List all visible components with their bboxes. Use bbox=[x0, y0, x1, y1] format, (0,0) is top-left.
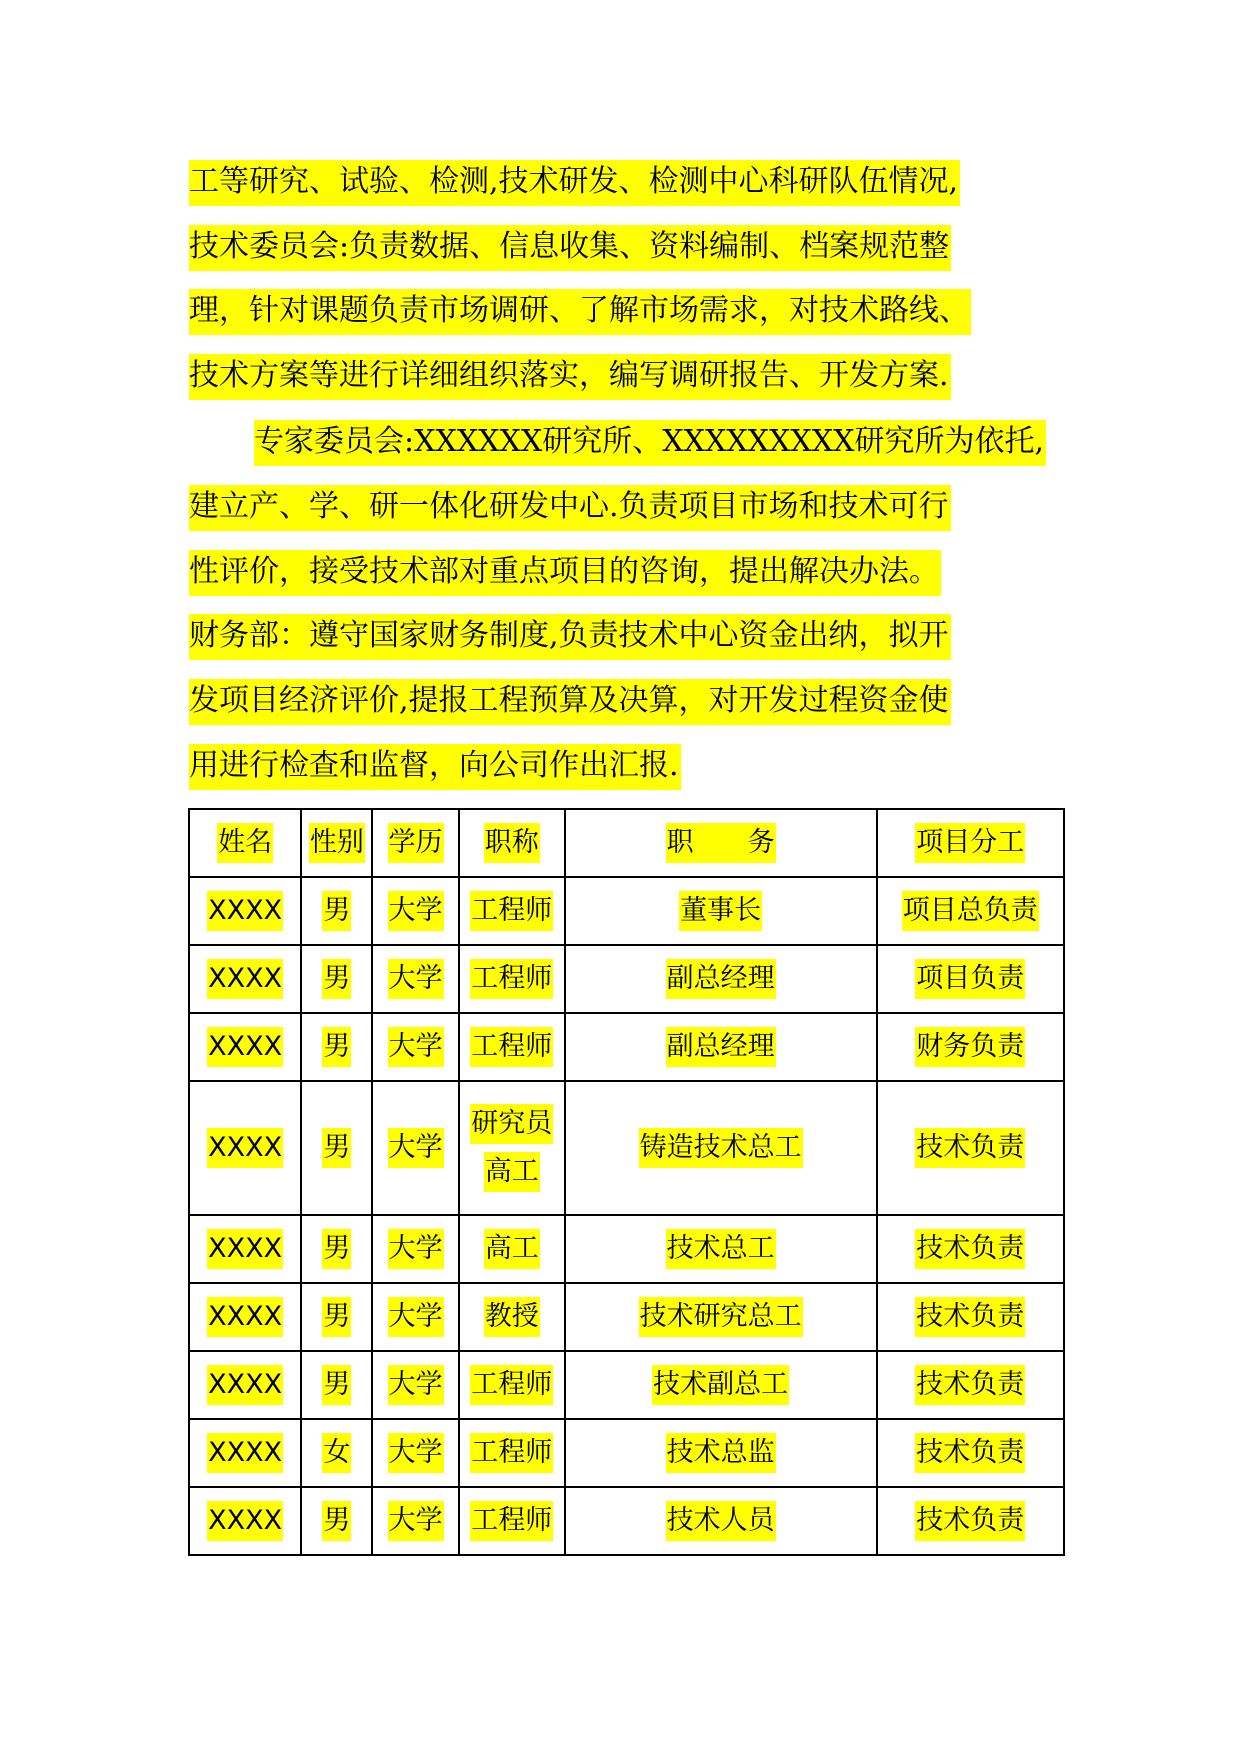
header-cell: 项目分工 bbox=[877, 809, 1064, 877]
table-cell: 教授 bbox=[459, 1283, 565, 1351]
table-cell: XXXX bbox=[189, 1081, 301, 1215]
table-cell: 大学 bbox=[372, 1419, 458, 1487]
header-cell: 职 务 bbox=[565, 809, 877, 877]
table-cell: 工程师 bbox=[459, 1419, 565, 1487]
table-cell: XXXX bbox=[189, 1487, 301, 1555]
table-cell: 项目总负责 bbox=[877, 877, 1064, 945]
header-cell: 学历 bbox=[372, 809, 458, 877]
table-cell: 高工 bbox=[459, 1215, 565, 1283]
table-cell: 技术研究总工 bbox=[565, 1283, 877, 1351]
table-cell: 男 bbox=[301, 1351, 372, 1419]
table-cell: 技术人员 bbox=[565, 1487, 877, 1555]
table-row bbox=[189, 1283, 1064, 1351]
table-cell: XXXX bbox=[189, 1283, 301, 1351]
header-cell: 姓名 bbox=[189, 809, 301, 877]
table-row bbox=[189, 1351, 1064, 1419]
table-cell: 男 bbox=[301, 945, 372, 1013]
table-cell: 技术负责 bbox=[877, 1283, 1064, 1351]
table-cell: 女 bbox=[301, 1419, 372, 1487]
staff-table bbox=[188, 808, 1065, 1556]
table-cell: XXXX bbox=[189, 1419, 301, 1487]
table-cell: 男 bbox=[301, 1487, 372, 1555]
table-cell: 技术负责 bbox=[877, 1419, 1064, 1487]
paragraph-line: 专家委员会:XXXXXX研究所、XXXXXXXXX研究所为依托, bbox=[254, 420, 1046, 484]
paragraph-line: 技术方案等进行详细组织落实，编写调研报告、开发方案. bbox=[189, 354, 951, 418]
table-cell: 技术总工 bbox=[565, 1215, 877, 1283]
table-cell: XXXX bbox=[189, 1215, 301, 1283]
table-row bbox=[189, 1419, 1064, 1487]
table-header-row bbox=[189, 809, 1064, 877]
table-row bbox=[189, 877, 1064, 945]
table-row bbox=[189, 1013, 1064, 1081]
table-cell: 工程师 bbox=[459, 1351, 565, 1419]
table-cell: 研究员 高工 bbox=[459, 1081, 565, 1215]
table-cell: 技术负责 bbox=[877, 1351, 1064, 1419]
table-row bbox=[189, 1487, 1064, 1555]
table-cell: 大学 bbox=[372, 1351, 458, 1419]
paragraph-line: 用进行检查和监督，向公司作出汇报. bbox=[189, 744, 681, 808]
table-cell: 技术总监 bbox=[565, 1419, 877, 1487]
table-cell: 技术负责 bbox=[877, 1081, 1064, 1215]
paragraph-line: 工等研究、试验、检测,技术研发、检测中心科研队伍情况, bbox=[189, 160, 960, 224]
table-row bbox=[189, 1081, 1064, 1215]
table-cell: 副总经理 bbox=[565, 945, 877, 1013]
table-cell: XXXX bbox=[189, 1013, 301, 1081]
table-cell: 工程师 bbox=[459, 945, 565, 1013]
table-cell: 男 bbox=[301, 877, 372, 945]
table-cell: XXXX bbox=[189, 945, 301, 1013]
table-cell: 男 bbox=[301, 1215, 372, 1283]
table-cell: 男 bbox=[301, 1013, 372, 1081]
table-cell: 财务负责 bbox=[877, 1013, 1064, 1081]
header-cell: 职称 bbox=[459, 809, 565, 877]
paragraph-line: 发项目经济评价,提报工程预算及决算，对开发过程资金使 bbox=[189, 679, 951, 743]
table-row bbox=[189, 1215, 1064, 1283]
table-cell: 男 bbox=[301, 1283, 372, 1351]
table-cell: 大学 bbox=[372, 1215, 458, 1283]
paragraph-line: 财务部：遵守国家财务制度,负责技术中心资金出纳，拟开 bbox=[189, 614, 951, 678]
table-cell: 大学 bbox=[372, 945, 458, 1013]
paragraph-line: 建立产、学、研一体化研发中心.负责项目市场和技术可行 bbox=[189, 485, 951, 549]
paragraph-line: 理，针对课题负责市场调研、了解市场需求，对技术路线、 bbox=[189, 289, 971, 353]
header-cell: 性别 bbox=[301, 809, 372, 877]
table-cell: 大学 bbox=[372, 1283, 458, 1351]
table-cell: 技术负责 bbox=[877, 1215, 1064, 1283]
table-cell: 技术负责 bbox=[877, 1487, 1064, 1555]
table-cell: 项目负责 bbox=[877, 945, 1064, 1013]
table-cell: 董事长 bbox=[565, 877, 877, 945]
table-cell: 大学 bbox=[372, 1487, 458, 1555]
table-cell: XXXX bbox=[189, 1351, 301, 1419]
table-row bbox=[189, 945, 1064, 1013]
table-cell: 大学 bbox=[372, 877, 458, 945]
table-cell: 铸造技术总工 bbox=[565, 1081, 877, 1215]
table-cell: 男 bbox=[301, 1081, 372, 1215]
paragraph-line: 性评价，接受技术部对重点项目的咨询，提出解决办法。 bbox=[189, 550, 941, 614]
table-cell: 副总经理 bbox=[565, 1013, 877, 1081]
paragraph-line: 技术委员会:负责数据、信息收集、资料编制、档案规范整 bbox=[189, 225, 951, 289]
table-cell: 大学 bbox=[372, 1081, 458, 1215]
table-cell: 大学 bbox=[372, 1013, 458, 1081]
table-cell: XXXX bbox=[189, 877, 301, 945]
table-cell: 工程师 bbox=[459, 1487, 565, 1555]
table-cell: 工程师 bbox=[459, 1013, 565, 1081]
table-cell: 技术副总工 bbox=[565, 1351, 877, 1419]
table-cell: 工程师 bbox=[459, 877, 565, 945]
